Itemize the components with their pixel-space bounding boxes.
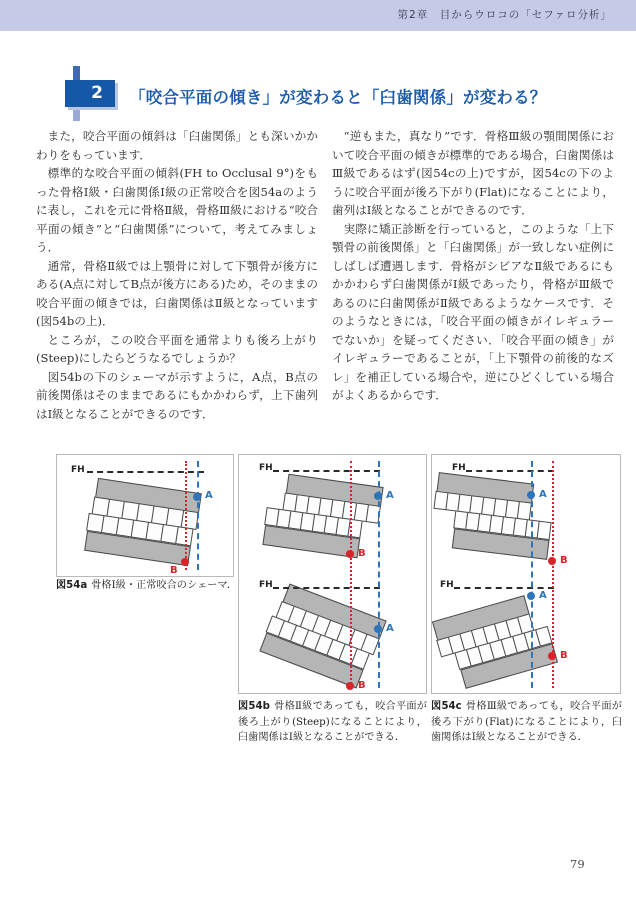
point-a-marker bbox=[527, 491, 535, 499]
fh-line bbox=[273, 470, 380, 472]
point-b-marker bbox=[548, 557, 556, 565]
text-column-right bbox=[332, 127, 614, 405]
fh-label: FH bbox=[71, 465, 85, 475]
section-title: 「咬合平面の傾き」が変わると「臼歯関係」が変わる？ bbox=[129, 88, 547, 107]
paragraph: 通常，骨格Ⅱ級では上顎骨に対して下顎骨が後方にある(A点に対してB点が後方にある)ため，そのままの咬合平面の傾きでは，臼歯関係はⅡ級となっています(図54bの上)． bbox=[36, 258, 318, 328]
point-a-marker bbox=[374, 625, 382, 633]
figure-caption-label: 図54c bbox=[431, 701, 462, 712]
paragraph: 標準的な咬合平面の傾斜(FH to Occlusal 9°)をもった骨格Ⅰ級・臼歯関係Ⅰ級の正常咬合を図54aのように表し，これを元に骨格Ⅱ級，骨格Ⅲ級における“咬合平面の傾き”と“臼歯関係”について，考えてみましょう． bbox=[36, 166, 318, 254]
fh-label: FH bbox=[259, 463, 273, 473]
fh-line bbox=[466, 470, 554, 472]
point-a-label: A bbox=[386, 623, 394, 634]
section-number: 2 bbox=[91, 83, 103, 103]
point-b-marker bbox=[548, 652, 556, 660]
figure-caption-text: 骨格Ⅲ級であっても，咬合平面が後ろ下がり(Flat)になることにより，臼歯関係はⅠ級となることができる． bbox=[431, 701, 622, 743]
paragraph: 実際に矯正診断を行っていると，このような「上下顎骨の前後関係」と「臼歯関係」が一致しない症例にしばしば遭遇します．骨格がシビアなⅡ級であるにもかかわらず臼歯関係がⅠ級であったり，骨格がⅢ級であるのに臼歯関係がⅡ級であるようなケースです．そのようなときには，「咬合平面の傾きがイレギュラーでないか」を疑ってください．「咬合平面の傾き」がイレギュラーであることが，「上下顎骨の前後的なズレ」を補正している場合や，逆にひどくしている場合がよくあるからです． bbox=[332, 221, 614, 402]
point-b-label: B bbox=[560, 555, 568, 566]
figure-54c-box bbox=[431, 454, 621, 694]
point-b-marker bbox=[346, 682, 354, 690]
b-point-line bbox=[185, 461, 187, 570]
point-b-marker bbox=[181, 558, 189, 566]
point-b-label: B bbox=[358, 680, 366, 691]
figure-54a-box bbox=[56, 454, 234, 577]
occlusion-schema bbox=[430, 472, 556, 560]
b-point-line bbox=[350, 461, 352, 688]
figure-54c-caption bbox=[431, 699, 622, 746]
fh-label: FH bbox=[452, 463, 466, 473]
mandible-unit bbox=[452, 510, 552, 559]
point-a-marker bbox=[527, 592, 535, 600]
point-a-label: A bbox=[539, 489, 547, 500]
tooth-cell bbox=[537, 521, 552, 540]
figure-54b-box bbox=[238, 454, 427, 694]
fh-line bbox=[454, 587, 554, 589]
point-a-label: A bbox=[386, 490, 394, 501]
occlusion-schema bbox=[259, 582, 386, 690]
paragraph: また，咬合平面の傾斜は「臼歯関係」とも深いかかわりをもっています． bbox=[36, 129, 318, 162]
text-column-left bbox=[36, 127, 318, 423]
figure-caption-label: 図54a bbox=[56, 580, 88, 591]
point-b-marker bbox=[346, 550, 354, 558]
fh-label: FH bbox=[259, 580, 273, 590]
a-point-line bbox=[197, 461, 199, 570]
figure-54b-caption bbox=[238, 699, 427, 746]
figure-54a-caption bbox=[56, 578, 242, 594]
fh-label: FH bbox=[440, 580, 454, 590]
point-b-label: B bbox=[170, 565, 178, 576]
figure-caption-label: 図54b bbox=[238, 701, 270, 712]
point-a-label: A bbox=[539, 590, 547, 601]
paragraph: ところが，この咬合平面を通常よりも後ろ上がり(Steep)にしたらどうなるでしょうか？ bbox=[36, 332, 318, 365]
section-number-box bbox=[65, 80, 115, 107]
occlusion-schema bbox=[432, 591, 558, 692]
fh-line bbox=[273, 587, 380, 589]
figure-caption-text: 骨格Ⅱ級であっても，咬合平面が後ろ上がり(Steep)になることにより，臼歯関係はⅠ級となることができる． bbox=[238, 701, 427, 743]
point-b-label: B bbox=[358, 548, 366, 559]
point-b-label: B bbox=[560, 650, 568, 661]
point-a-label: A bbox=[205, 490, 213, 501]
paragraph: 図54bの下のシェーマが示すように，A点，B点の前後関係はそのままであるにもかかわらず，上下歯列はⅠ級となることができるのです． bbox=[36, 369, 318, 421]
page-number: 79 bbox=[570, 857, 585, 871]
chapter-header-band bbox=[0, 0, 636, 31]
point-a-marker bbox=[193, 493, 201, 501]
chapter-header-text: 第2章 目からウロコの「セファロ分析」 bbox=[397, 9, 612, 21]
heading-accent-bar-bottom bbox=[73, 105, 80, 121]
point-a-marker bbox=[374, 492, 382, 500]
figure-caption-text: 骨格Ⅰ級・正常咬合のシェーマ． bbox=[91, 580, 238, 591]
paragraph: “逆もまた，真なり”です．骨格Ⅲ級の顎間関係において咬合平面の傾きが標準的である場合，臼歯関係はⅢ級であるはず(図54cの上)ですが，図54cの下のように咬合平面が後ろ下がり(Flat)になることにより，歯列はⅠ級となることができるのです． bbox=[332, 129, 614, 217]
